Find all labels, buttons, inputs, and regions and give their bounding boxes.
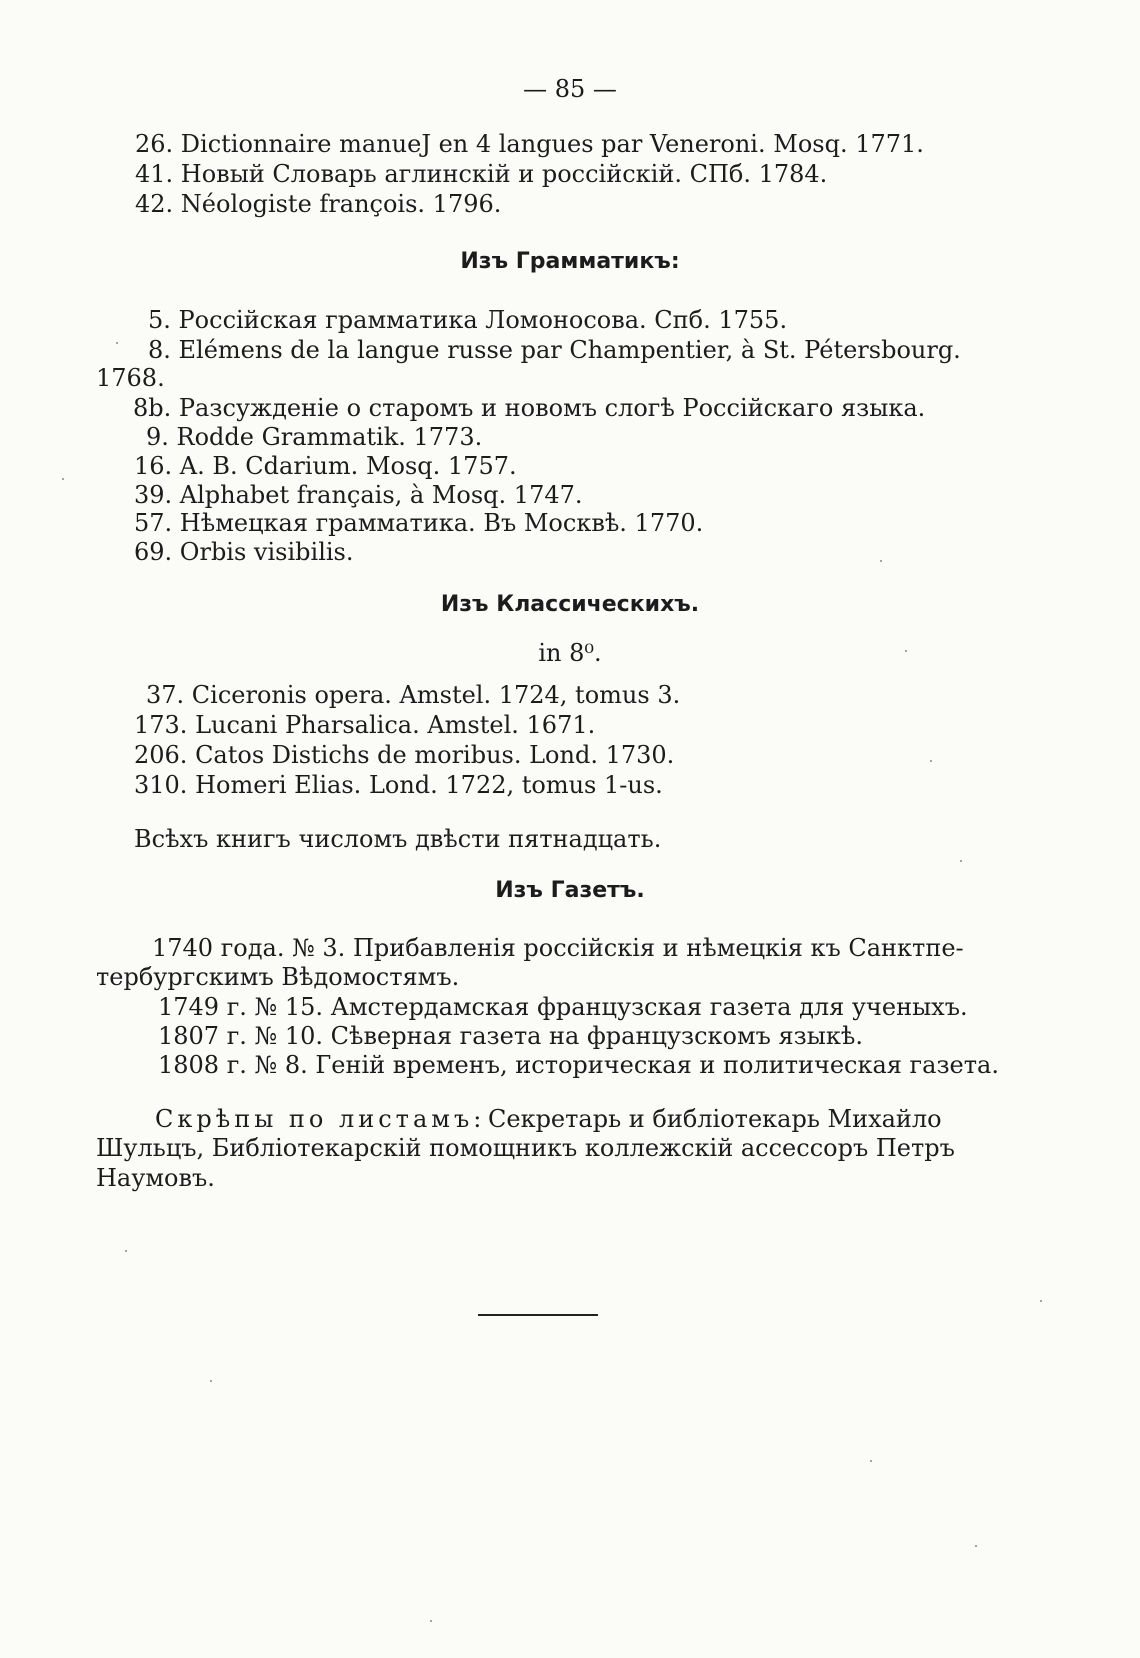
signature-label: Скрѣпы по листамъ: (155, 1105, 486, 1133)
scan-speck (975, 1545, 977, 1547)
grammar-entry: 5. Россійская грамматика Ломоносова. Спб. 1755. (148, 306, 788, 334)
classics-format: in 8⁰. (538, 639, 602, 667)
grammar-entry-continuation: 1768. (96, 364, 165, 392)
scan-speck (960, 860, 962, 862)
scan-speck (116, 342, 118, 344)
grammar-entry: 57. Нѣмецкая грамматика. Въ Москвѣ. 1770. (134, 509, 704, 537)
scan-speck (62, 478, 64, 480)
dictionary-entry: 41. Новый Словарь аглинскій и россійскій. СПб. 1784. (135, 160, 828, 188)
section-heading-newspapers: Изъ Газетъ. (495, 878, 645, 903)
page-number: — 85 — (523, 75, 617, 103)
scan-speck (870, 1460, 872, 1462)
grammar-entry: 69. Orbis visibilis. (134, 538, 354, 566)
signature-line: Наумовъ. (96, 1164, 215, 1192)
scan-speck (1040, 1300, 1042, 1302)
total-books: Всѣхъ книгъ числомъ двѣсти пятнадцать. (134, 825, 662, 853)
grammar-entry: 8. Elémens de la langue russe par Champentier, à St. Pétersbourg. (148, 336, 961, 364)
classics-entry: 37. Ciceronis opera. Amstel. 1724, tomus 3. (146, 681, 681, 709)
scan-speck (905, 650, 907, 652)
signature-line: Секретарь и библіотекарь Михайло (488, 1105, 942, 1133)
section-heading-classics: Изъ Классическихъ. (440, 592, 700, 617)
grammar-entry: 16. A. B. Cdarium. Mosq. 1757. (134, 452, 517, 480)
closing-rule (478, 1314, 598, 1316)
newspaper-entry: 1749 г. № 15. Амстердамская французская газета для ученыхъ. (158, 993, 968, 1021)
newspaper-entry: 1807 г. № 10. Сѣверная газета на французскомъ языкѣ. (158, 1022, 863, 1050)
newspaper-entry-continuation: тербургскимъ Вѣдомостямъ. (96, 963, 460, 991)
classics-entry: 173. Lucani Pharsalica. Amstel. 1671. (134, 711, 596, 739)
newspaper-entry: 1740 года. № 3. Прибавленія россійскія и нѣмецкія къ Санктпе- (152, 934, 964, 962)
scan-speck (430, 1620, 432, 1622)
scan-speck (930, 760, 932, 762)
scan-speck (125, 1250, 127, 1252)
grammar-entry: 9. Rodde Grammatik. 1773. (146, 423, 483, 451)
dictionary-entry: 42. Néologiste françois. 1796. (135, 190, 502, 218)
section-heading-grammars: Изъ Грамматикъ: (460, 249, 680, 274)
dictionary-entry: 26. Dictionnaire manueJ en 4 langues par Veneroni. Mosq. 1771. (135, 130, 924, 158)
classics-entry: 206. Catos Distichs de moribus. Lond. 1730. (134, 741, 675, 769)
classics-entry: 310. Homeri Elias. Lond. 1722, tomus 1-us. (134, 771, 663, 799)
scan-speck (210, 1380, 212, 1382)
grammar-entry: 8b. Разсужденіе о старомъ и новомъ слогѣ Россійскаго языка. (133, 394, 926, 422)
scan-speck (880, 560, 882, 562)
signature-line: Шульцъ, Библіотекарскій помощникъ коллежскій ассессоръ Петръ (96, 1134, 955, 1162)
grammar-entry: 39. Alphabet français, à Mosq. 1747. (134, 481, 583, 509)
newspaper-entry: 1808 г. № 8. Геній временъ, историческая и политическая газета. (158, 1051, 999, 1079)
